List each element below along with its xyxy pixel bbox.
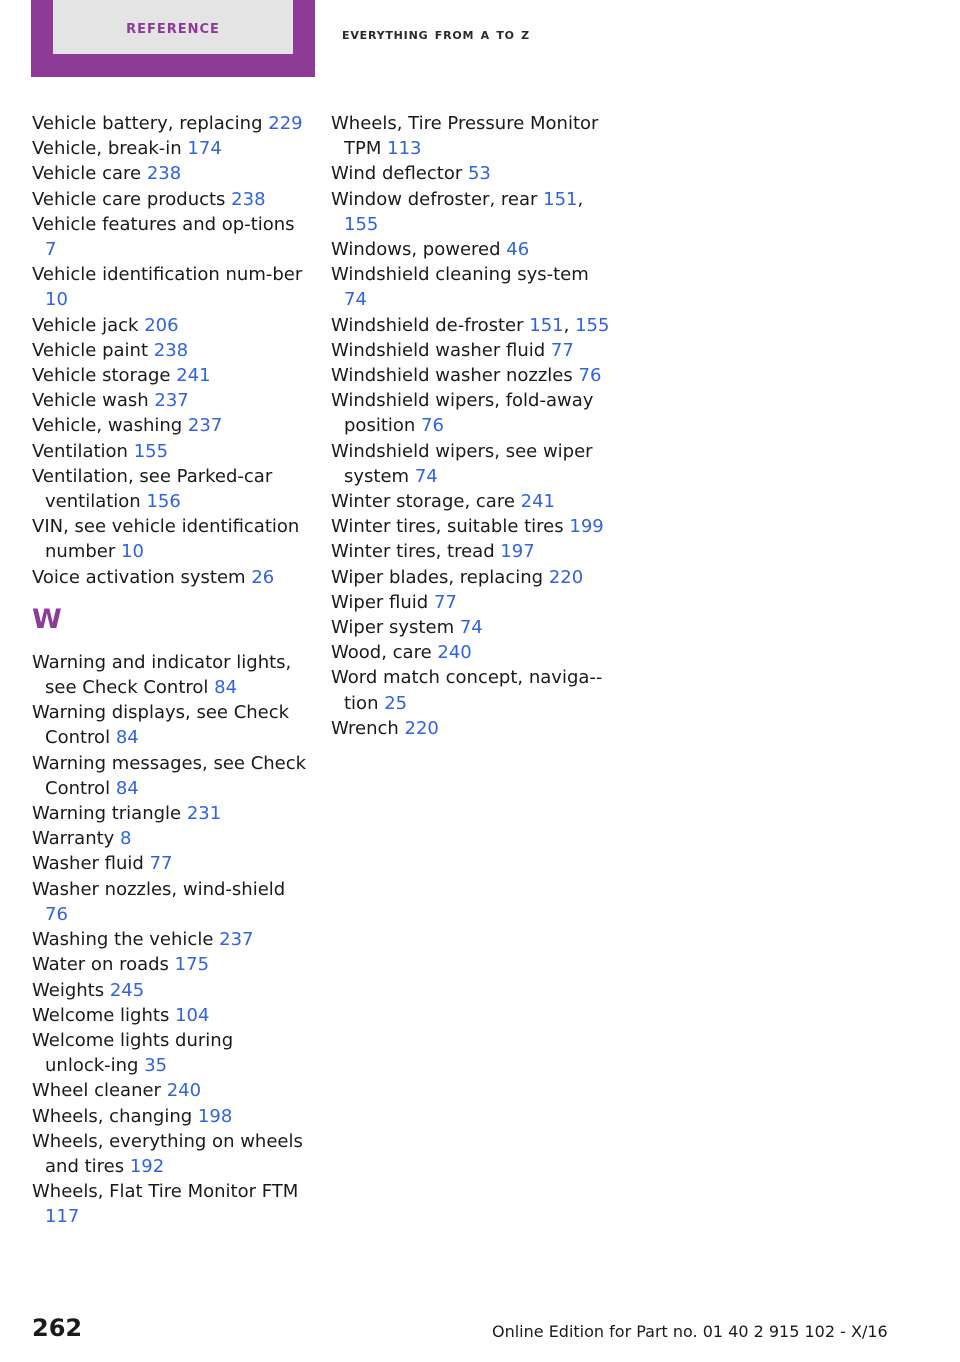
index-entry: [331, 716, 616, 741]
page-link[interactable]: 10: [45, 289, 68, 311]
page-link[interactable]: 238: [153, 339, 189, 361]
index-entry: [32, 978, 307, 1003]
index-entry: [331, 565, 616, 590]
index-entry: [32, 851, 307, 876]
index-entry-term: Vehicle care products: [32, 188, 226, 210]
index-entry-term: VIN, see vehicle identification number: [32, 516, 300, 563]
page-link[interactable]: 238: [231, 188, 266, 210]
page-link[interactable]: 35: [144, 1055, 168, 1077]
page-link[interactable]: 220: [404, 717, 439, 739]
index-entry-term: Vehicle wash: [32, 390, 149, 412]
index-entry: [32, 514, 307, 564]
index-entry: [32, 262, 307, 312]
index-entry: [32, 650, 307, 700]
index-entry: [32, 136, 307, 161]
index-entry-term: Wood, care: [331, 642, 432, 664]
page-link[interactable]: 174: [187, 138, 222, 160]
index-entry-term: Winter tires, suitable tires: [331, 516, 564, 538]
page-link[interactable]: 240: [166, 1080, 202, 1102]
index-group-w-continued: [331, 111, 616, 741]
page-link[interactable]: 175: [174, 954, 210, 976]
index-entry-term: Vehicle storage: [32, 365, 171, 387]
index-entry-term: Wheels, Tire Pressure Monitor TPM: [331, 113, 599, 160]
index-entry: [32, 927, 307, 952]
index-entry: [331, 338, 616, 363]
page-link[interactable]: 238: [146, 163, 182, 185]
index-entry-term: Vehicle paint: [32, 339, 149, 361]
index-entry-term: Warning triangle: [32, 803, 182, 825]
index-entry: [32, 801, 307, 826]
page-link[interactable]: 220: [548, 566, 584, 588]
index-entry-term: Warning displays, see Check Control: [32, 702, 290, 749]
index-entry: [331, 615, 616, 640]
index-entry: [32, 1028, 307, 1078]
index-entry-term: Warning messages, see Check Control: [32, 752, 307, 799]
edition-footer: Online Edition for Part no. 01 40 2 915 102 - X/16: [492, 1322, 888, 1341]
index-entry-term: Voice activation system: [32, 566, 246, 588]
index-column-right: [331, 111, 616, 741]
index-entry-term: Wiper system: [331, 617, 455, 639]
index-entry: [32, 877, 307, 927]
index-entry-term: Wheels, everything on wheels and tires: [32, 1130, 303, 1177]
index-entry: [32, 111, 307, 136]
index-entry-term: Washing the vehicle: [32, 929, 214, 951]
index-entry: [331, 590, 616, 615]
page-link[interactable]: 245: [109, 979, 145, 1001]
index-entry: Windshield de-froster 151, 155: [331, 314, 610, 336]
index-column-left: [32, 111, 307, 1230]
index-entry-term: Vehicle battery, replacing: [32, 113, 263, 134]
page-link[interactable]: 74: [459, 617, 483, 639]
index-entry: [32, 187, 307, 212]
page-number: 262: [32, 1314, 83, 1342]
index-entry: [32, 1129, 307, 1179]
index-entry: [331, 262, 616, 312]
page-link[interactable]: 53: [467, 163, 491, 185]
index-entry: [32, 751, 307, 801]
index-entry-term: Wind deflector: [331, 163, 463, 185]
index-entry-term: Vehicle features and op-tions: [32, 213, 295, 235]
index-entry-term: Winter storage, care: [331, 491, 515, 513]
index-entry-term: Word match concept, naviga-tion: [331, 667, 603, 714]
index-entry: [331, 111, 616, 161]
page-link[interactable]: 241: [176, 365, 211, 387]
page-link[interactable]: 84: [115, 777, 139, 799]
page-link[interactable]: 197: [500, 541, 535, 563]
page-link[interactable]: 237: [154, 390, 189, 412]
page-link[interactable]: 155: [575, 314, 610, 336]
index-entry-term: Weights: [32, 979, 105, 1001]
index-entry-term: Washer fluid: [32, 853, 144, 875]
index-entry: [32, 1003, 307, 1028]
index-entry-term: Ventilation: [32, 440, 128, 462]
index-entry: [331, 388, 616, 438]
page-link[interactable]: 77: [550, 339, 574, 361]
page-link[interactable]: 10: [121, 541, 144, 563]
page-link[interactable]: 231: [186, 803, 222, 825]
page-link[interactable]: 84: [214, 677, 238, 699]
index-entry-term: Water on roads: [32, 954, 169, 976]
index-entry: [32, 388, 307, 413]
index-group-w: [32, 650, 307, 1230]
page-link[interactable]: 151: [543, 188, 578, 210]
page-link[interactable]: 240: [437, 642, 472, 664]
index-entry-term: Welcome lights: [32, 1004, 170, 1026]
page-link[interactable]: 151: [529, 314, 564, 336]
page-link[interactable]: 46: [506, 239, 530, 261]
index-entry: [32, 464, 307, 514]
section-tab-label: reference: [126, 16, 220, 38]
index-entry: [32, 1078, 307, 1103]
page-link[interactable]: 241: [520, 491, 555, 513]
page-link[interactable]: 25: [384, 692, 408, 714]
index-entry-term: Winter tires, tread: [331, 541, 495, 563]
page-link[interactable]: 155: [344, 213, 379, 235]
index-group-v: [32, 111, 307, 590]
index-entry-term: Wheels, changing: [32, 1105, 193, 1127]
index-entry: [32, 826, 307, 851]
index-entry-term: Welcome lights during unlock-ing: [32, 1029, 234, 1077]
index-entry-term: Wiper fluid: [331, 591, 429, 613]
index-entry: [32, 212, 307, 262]
index-entry: [32, 565, 307, 590]
index-entry: [331, 363, 616, 388]
page-link[interactable]: 84: [115, 727, 139, 749]
index-entry: [331, 439, 616, 489]
page-link[interactable]: 198: [197, 1105, 233, 1127]
page-link[interactable]: 26: [251, 566, 275, 588]
page-link[interactable]: 77: [149, 853, 173, 875]
page-link[interactable]: 113: [387, 138, 422, 160]
page-link[interactable]: 74: [344, 289, 367, 311]
index-entry-term: Vehicle care: [32, 163, 142, 185]
index-entry: [331, 665, 616, 715]
index-entry-term: Windshield de-froster: [331, 314, 524, 336]
index-entry: [32, 700, 307, 750]
page-link[interactable]: 76: [421, 415, 444, 437]
index-entry-term: Vehicle jack: [32, 314, 139, 336]
index-entry-term: Warning and indicator lights, see Check Control: [32, 651, 292, 699]
index-entry: [32, 313, 307, 338]
page-link[interactable]: 199: [569, 516, 604, 538]
section-letter-w: W: [32, 603, 62, 635]
index-entry-term: Windshield wipers, fold-away position: [331, 390, 594, 437]
index-entry: [32, 363, 307, 388]
index-entry: [331, 539, 616, 564]
page-link[interactable]: 192: [129, 1155, 165, 1177]
page-link[interactable]: 76: [578, 365, 602, 387]
index-entry: [32, 161, 307, 186]
page-link[interactable]: 104: [175, 1004, 210, 1026]
index-entry-term: Vehicle, washing: [32, 415, 183, 437]
page-link[interactable]: 229: [268, 113, 303, 134]
index-entry-term: Wrench: [331, 717, 399, 739]
index-entry-term: Window defroster, rear: [331, 188, 538, 210]
index-entry: [32, 338, 307, 363]
page-link[interactable]: 77: [433, 591, 457, 613]
index-entry-term: Wheel cleaner: [32, 1080, 161, 1102]
page-link[interactable]: 74: [414, 465, 438, 487]
page-link[interactable]: 117: [45, 1206, 80, 1228]
index-entry-term: Wheels, Flat Tire Monitor FTM: [32, 1181, 299, 1203]
index-entry: [32, 952, 307, 977]
index-entry-term: Vehicle, break-in: [32, 138, 182, 160]
page-link[interactable]: 206: [144, 314, 179, 336]
page-link[interactable]: 156: [146, 491, 181, 513]
page-link[interactable]: 8: [120, 828, 132, 850]
header-tab-inner: [53, 0, 293, 54]
page-link[interactable]: 76: [45, 903, 68, 925]
index-entry-term: Windshield washer nozzles: [331, 365, 573, 387]
index-entry: [32, 413, 307, 438]
page-link[interactable]: 155: [133, 440, 169, 462]
index-entry-term: Vehicle identification num-ber: [32, 264, 303, 286]
index-entry: [32, 1104, 307, 1129]
index-entry-term: Windshield wipers, see wiper system: [331, 440, 593, 487]
index-entry-term: Wiper blades, replacing: [331, 566, 544, 588]
page-link[interactable]: 237: [187, 415, 223, 437]
index-entry-term: Windshield cleaning sys-tem: [331, 264, 589, 286]
index-entry: [32, 1179, 307, 1229]
index-entry: [331, 489, 616, 514]
page-header-title: everything from a to z: [342, 24, 530, 43]
index-entry: [331, 640, 616, 665]
index-entry-term: Ventilation, see Parked-car ventilation: [32, 465, 273, 513]
index-entry: [331, 161, 616, 186]
index-entry-term: Windows, powered: [331, 239, 501, 261]
index-entry: [331, 514, 616, 539]
index-entry: [32, 439, 307, 464]
page-link[interactable]: 237: [219, 929, 254, 951]
index-entry: Window defroster, rear 151, 155: [331, 188, 584, 235]
index-entry-term: Warranty: [32, 828, 115, 850]
index-entry: [331, 237, 616, 262]
page-link[interactable]: 7: [45, 239, 57, 261]
index-entry-term: Washer nozzles, wind-shield: [32, 878, 286, 900]
index-entry-term: Windshield washer fluid: [331, 339, 546, 361]
